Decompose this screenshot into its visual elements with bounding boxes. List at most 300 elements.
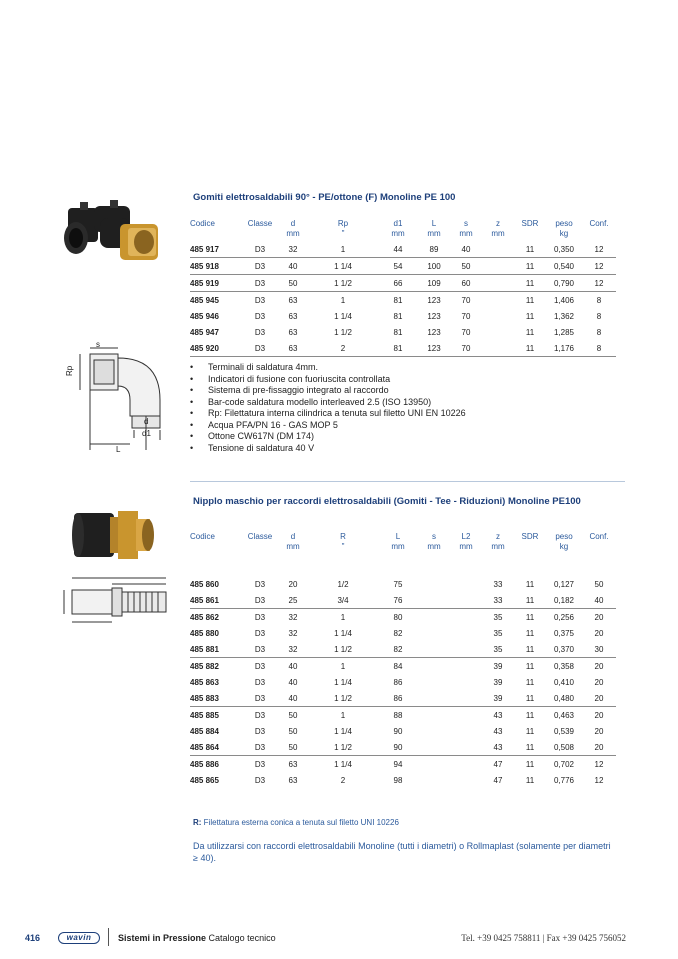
table-cell: D3: [242, 739, 278, 756]
product-code: 485 917: [190, 241, 242, 258]
section1-header-10: [582, 219, 616, 241]
table-cell: 12: [582, 258, 616, 275]
table-cell: 33: [482, 592, 514, 609]
catalog-title-rest: Catalogo tecnico: [206, 933, 276, 943]
table-cell: [450, 674, 482, 690]
table-row: [190, 308, 616, 324]
table-cell: 0,480: [546, 690, 582, 707]
product-code: 485 882: [190, 661, 219, 671]
table-cell: [450, 707, 482, 724]
table-cell: 11: [514, 241, 546, 258]
header-label: Classe: [247, 532, 273, 541]
compatibility-note: Da utilizzarsi con raccordi elettrosaldabili Monoline (tutti i diametri) o Rollmaplast (solamente per diametri ≥ 40).: [193, 841, 611, 863]
header-label: Conf.: [589, 532, 609, 541]
table-cell: D3: [242, 690, 278, 707]
section2-header-5: [418, 532, 450, 554]
product-code: 485 886: [190, 759, 219, 769]
table-cell: [482, 340, 514, 357]
table-cell: 123: [427, 295, 441, 305]
table-cell: 0,127: [553, 579, 575, 589]
table-cell: D3: [254, 726, 266, 736]
table-cell: 0,540: [546, 258, 582, 275]
table-cell: D3: [254, 759, 266, 769]
table-cell: 0,702: [553, 759, 575, 769]
table-cell: [450, 592, 482, 609]
table-cell: 12: [594, 775, 604, 785]
table-cell: [450, 576, 482, 592]
contact-info: Tel. +39 0425 758811 | Fax +39 0425 756052: [461, 933, 626, 943]
table-cell: 90: [393, 726, 403, 736]
header-label: L: [431, 219, 437, 228]
table-cell: 81: [393, 295, 403, 305]
section1-header-4: [378, 219, 418, 241]
drawing-label-s: s: [96, 340, 100, 349]
table-cell: [482, 324, 514, 340]
list-item: • Terminali di saldatura 4mm.: [190, 362, 466, 374]
catalog-title-bold: Sistemi in Pressione: [118, 933, 207, 943]
table-cell: [418, 756, 450, 773]
table-cell: 1 1/4: [308, 258, 378, 275]
elbow-table-body: [190, 241, 616, 357]
table-row: [190, 592, 616, 609]
table-cell: [482, 292, 514, 309]
product-code: 485 864: [190, 739, 242, 756]
header-label: SDR: [521, 219, 539, 228]
table-cell: 11: [514, 592, 546, 609]
table-cell: 11: [525, 295, 535, 305]
product-code: 485 885: [190, 710, 219, 720]
table-cell: 11: [514, 641, 546, 658]
table-cell: 1 1/2: [308, 275, 378, 292]
nipple-technical-drawing: [58, 572, 178, 630]
header-label: Codice: [190, 532, 215, 541]
table-cell: 32: [288, 612, 298, 622]
table-cell: 11: [525, 612, 535, 622]
table-cell: 40: [288, 661, 298, 671]
table-cell: 86: [393, 677, 403, 687]
table-cell: 32: [278, 641, 308, 658]
table-cell: 8: [582, 340, 616, 357]
product-code: 485 920: [190, 340, 242, 357]
list-item: • Indicatori di fusione con fuoriuscita controllata: [190, 374, 466, 386]
table-cell: 20: [594, 726, 604, 736]
table-cell: 70: [461, 311, 471, 321]
table-cell: 70: [461, 327, 471, 337]
table-cell: 63: [288, 327, 298, 337]
table-cell: 0,776: [553, 775, 575, 785]
table-cell: 30: [582, 641, 616, 658]
section2-header-4: [378, 532, 418, 554]
table-cell: [418, 674, 450, 690]
table-cell: 39: [493, 661, 503, 671]
table-row: [190, 658, 616, 675]
thread-note-label: R:: [193, 818, 202, 827]
header-label: s: [432, 532, 436, 541]
table-cell: 123: [427, 311, 441, 321]
section2-header-8: [514, 532, 546, 554]
table-cell: 33: [493, 579, 503, 589]
table-cell: 1 1/4: [334, 628, 352, 638]
table-row: [190, 576, 616, 592]
table-cell: 40: [278, 258, 308, 275]
elbow-technical-drawing: [60, 340, 178, 455]
list-item: • Bar-code saldatura modello interleaved 2.5 (ISO 13950): [190, 397, 466, 409]
table-cell: 63: [278, 340, 308, 357]
product-code: 485 862: [190, 612, 219, 622]
table-cell: 81: [393, 327, 403, 337]
section1-header-9: [546, 219, 582, 241]
header-unit: mm: [391, 542, 405, 551]
header-label: peso: [555, 532, 573, 541]
section1-header-5: [418, 219, 450, 241]
product-code: 485 883: [190, 690, 242, 707]
header-label: L: [395, 532, 401, 541]
list-item: • Tensione di saldatura 40 V: [190, 443, 466, 455]
table-cell: 0,350: [546, 241, 582, 258]
table-cell: 89: [418, 241, 450, 258]
table-cell: 35: [493, 628, 503, 638]
table-cell: 20: [594, 710, 604, 720]
table-cell: [450, 690, 482, 707]
list-item: • Rp: Filettatura interna cilindrica a tenuta sul filetto UNI EN 10226: [190, 408, 466, 420]
table-cell: D3: [242, 592, 278, 609]
header-label: L2: [461, 532, 471, 541]
table-cell: D3: [254, 327, 266, 337]
table-cell: [482, 275, 514, 292]
table-cell: 11: [525, 759, 535, 769]
table-cell: [418, 690, 450, 707]
table-cell: 80: [393, 612, 403, 622]
table-cell: 20: [594, 628, 604, 638]
nipple-table-header: [190, 532, 616, 576]
table-cell: 81: [378, 340, 418, 357]
table-cell: 1 1/2: [308, 739, 378, 756]
table-cell: 20: [594, 677, 604, 687]
table-cell: 39: [493, 677, 503, 687]
table-row: [190, 609, 616, 626]
table-cell: 11: [514, 340, 546, 357]
product-code: 485 863: [190, 677, 219, 687]
section2-header-0: [190, 532, 242, 554]
table-cell: 109: [418, 275, 450, 292]
section2-header-2: [278, 532, 308, 554]
table-cell: 50: [288, 710, 298, 720]
elbow-feature-list: [190, 362, 466, 454]
table-cell: 2: [308, 340, 378, 357]
table-cell: 47: [493, 775, 503, 785]
table-row: [190, 707, 616, 724]
table-cell: 11: [514, 275, 546, 292]
table-row: [190, 772, 616, 788]
table-cell: [418, 772, 450, 788]
table-cell: [418, 723, 450, 739]
table-cell: 11: [514, 739, 546, 756]
product-code: 485 918: [190, 258, 242, 275]
table-cell: 0,463: [553, 710, 575, 720]
section2-header-10: [582, 532, 616, 554]
table-cell: 11: [514, 690, 546, 707]
table-cell: 66: [378, 275, 418, 292]
table-cell: 25: [278, 592, 308, 609]
table-cell: [450, 739, 482, 756]
table-cell: [482, 258, 514, 275]
table-cell: 1,176: [546, 340, 582, 357]
table-cell: 0,790: [546, 275, 582, 292]
table-cell: 0,375: [553, 628, 575, 638]
header-unit: kg: [559, 229, 569, 238]
table-cell: 0,358: [553, 661, 575, 671]
table-cell: 20: [594, 661, 604, 671]
table-cell: 43: [493, 726, 503, 736]
table-cell: 32: [288, 628, 298, 638]
table-cell: D3: [254, 661, 266, 671]
header-unit: ": [341, 229, 345, 238]
table-row: [190, 292, 616, 309]
table-cell: 20: [594, 612, 604, 622]
table-cell: 8: [596, 327, 602, 337]
table-cell: [418, 739, 450, 756]
table-cell: 2: [340, 775, 346, 785]
header-unit: mm: [286, 542, 300, 551]
section2-header-6: [450, 532, 482, 554]
table-cell: 1 1/4: [334, 759, 352, 769]
table-cell: 1,406: [553, 295, 575, 305]
product-code: 485 861: [190, 592, 242, 609]
table-cell: 1 1/4: [334, 726, 352, 736]
table-cell: 35: [493, 612, 503, 622]
header-unit: mm: [427, 542, 441, 551]
table-cell: 12: [594, 759, 604, 769]
table-cell: [418, 592, 450, 609]
table-cell: [450, 658, 482, 675]
table-cell: [450, 772, 482, 788]
table-cell: 1: [340, 612, 346, 622]
table-cell: 63: [288, 759, 298, 769]
header-label: R: [340, 532, 346, 541]
section2-header-1: [242, 532, 278, 554]
table-cell: 1 1/4: [334, 677, 352, 687]
table-cell: 1 1/2: [334, 327, 352, 337]
table-cell: 123: [427, 327, 441, 337]
table-cell: [482, 241, 514, 258]
product-code: 485 945: [190, 295, 219, 305]
thread-note: [193, 818, 399, 827]
table-cell: [418, 625, 450, 641]
table-cell: 20: [582, 690, 616, 707]
header-label: d1: [393, 219, 403, 228]
table-cell: 12: [582, 241, 616, 258]
drawing-label-d1: d1: [142, 429, 151, 438]
table-row: [190, 641, 616, 658]
table-cell: D3: [242, 258, 278, 275]
table-cell: D3: [254, 710, 266, 720]
table-cell: 20: [582, 739, 616, 756]
table-cell: 63: [288, 295, 298, 305]
product-code: 485 865: [190, 775, 219, 785]
table-cell: 35: [482, 641, 514, 658]
table-cell: D3: [242, 641, 278, 658]
table-cell: 47: [493, 759, 503, 769]
table-cell: D3: [254, 775, 266, 785]
table-cell: 0,256: [553, 612, 575, 622]
table-cell: 11: [525, 311, 535, 321]
section-divider: [190, 481, 625, 482]
section1-header-6: [450, 219, 482, 241]
table-cell: D3: [242, 340, 278, 357]
table-cell: 0,508: [546, 739, 582, 756]
table-cell: 98: [393, 775, 403, 785]
table-cell: [450, 641, 482, 658]
table-cell: 0,182: [546, 592, 582, 609]
table-cell: 40: [582, 592, 616, 609]
table-row: [190, 756, 616, 773]
table-row: [190, 241, 616, 258]
table-cell: 88: [393, 710, 403, 720]
header-label: peso: [555, 219, 573, 228]
table-cell: 1 1/2: [308, 641, 378, 658]
header-label: z: [496, 219, 500, 228]
table-cell: D3: [242, 241, 278, 258]
list-item: • Acqua PFA/PN 16 - GAS MOP 5: [190, 420, 466, 432]
header-label: Codice: [190, 219, 215, 228]
table-cell: 75: [393, 579, 403, 589]
table-cell: 11: [525, 775, 535, 785]
table-cell: 82: [378, 641, 418, 658]
product-code: 485 919: [190, 275, 242, 292]
header-unit: mm: [427, 229, 441, 238]
section1-header-7: [482, 219, 514, 241]
table-cell: 82: [393, 628, 403, 638]
header-label: Classe: [247, 219, 273, 228]
product-code: 485 947: [190, 327, 219, 337]
section1-header-8: [514, 219, 546, 241]
table-cell: 1,285: [553, 327, 575, 337]
header-unit: mm: [459, 229, 473, 238]
section1-header-0: [190, 219, 242, 241]
table-cell: 76: [378, 592, 418, 609]
table-cell: 84: [393, 661, 403, 671]
table-row: [190, 625, 616, 641]
section2-header-3: [308, 532, 378, 554]
section2-header-9: [546, 532, 582, 554]
table-cell: [418, 707, 450, 724]
table-cell: 11: [525, 628, 535, 638]
product-code: 485 881: [190, 641, 242, 658]
table-row: [190, 324, 616, 340]
table-row: [190, 275, 616, 292]
table-row: [190, 739, 616, 756]
table-cell: 50: [278, 739, 308, 756]
table-cell: 123: [418, 340, 450, 357]
product-code: 485 860: [190, 579, 219, 589]
header-unit: ": [341, 542, 345, 551]
table-row: [190, 723, 616, 739]
table-cell: [450, 756, 482, 773]
table-cell: 54: [378, 258, 418, 275]
table-cell: D3: [254, 295, 266, 305]
table-cell: 11: [525, 677, 535, 687]
table-cell: 1 1/4: [334, 311, 352, 321]
product-code: 485 946: [190, 311, 219, 321]
header-unit: mm: [459, 542, 473, 551]
header-label: z: [496, 532, 500, 541]
header-label: Rp: [337, 219, 349, 228]
table-cell: 1: [308, 241, 378, 258]
table-cell: 63: [288, 311, 298, 321]
table-cell: D3: [254, 311, 266, 321]
table-cell: 39: [482, 690, 514, 707]
header-unit: mm: [391, 229, 405, 238]
table-cell: 1,362: [553, 311, 575, 321]
section2-header-7: [482, 532, 514, 554]
table-cell: 20: [288, 579, 298, 589]
table-cell: 50: [288, 726, 298, 736]
header-label: Conf.: [589, 219, 609, 228]
table-cell: 44: [378, 241, 418, 258]
header-unit: mm: [286, 229, 300, 238]
footer-divider: [108, 928, 109, 946]
table-cell: 32: [278, 241, 308, 258]
header-unit: mm: [491, 542, 505, 551]
table-cell: 50: [450, 258, 482, 275]
table-cell: 11: [525, 710, 535, 720]
table-cell: 11: [525, 726, 535, 736]
table-cell: D3: [242, 275, 278, 292]
table-cell: 94: [393, 759, 403, 769]
table-cell: D3: [254, 628, 266, 638]
drawing-label-l: L: [116, 445, 121, 454]
table-cell: [450, 723, 482, 739]
table-cell: 11: [525, 327, 535, 337]
nipple-spec-table: [190, 532, 616, 788]
header-unit: kg: [559, 542, 569, 551]
elbow-spec-table: [190, 219, 616, 357]
table-cell: 40: [288, 677, 298, 687]
table-cell: 63: [288, 775, 298, 785]
table-cell: [450, 625, 482, 641]
thread-note-text: Filettatura esterna conica a tenuta sul filetto UNI 10226: [201, 818, 399, 827]
product-code: 485 880: [190, 628, 219, 638]
product-code: 485 884: [190, 726, 219, 736]
table-cell: 11: [525, 579, 535, 589]
table-cell: 70: [461, 295, 471, 305]
table-cell: 1: [340, 661, 346, 671]
table-cell: D3: [254, 579, 266, 589]
wavin-logo: wavin: [58, 932, 100, 944]
table-cell: [482, 308, 514, 324]
table-row: [190, 674, 616, 690]
header-unit: mm: [491, 229, 505, 238]
table-cell: [418, 609, 450, 626]
table-cell: 11: [514, 258, 546, 275]
table-cell: 1: [340, 295, 346, 305]
table-row: [190, 690, 616, 707]
header-label: d: [290, 219, 296, 228]
table-cell: 81: [393, 311, 403, 321]
section1-header-3: [308, 219, 378, 241]
table-cell: 70: [450, 340, 482, 357]
catalog-title: [118, 930, 276, 946]
table-cell: 0,539: [553, 726, 575, 736]
section1-title: Gomiti elettrosaldabili 90° - PE/ottone (F) Monoline PE 100: [193, 192, 456, 203]
drawing-label-rp: Rp: [65, 365, 74, 376]
table-cell: 11: [525, 661, 535, 671]
table-cell: 40: [450, 241, 482, 258]
section2-title: Nipplo maschio per raccordi elettrosaldabili (Gomiti - Tee - Riduzioni) Monoline PE100: [193, 496, 581, 507]
table-cell: [418, 641, 450, 658]
table-cell: D3: [254, 612, 266, 622]
table-cell: 86: [378, 690, 418, 707]
